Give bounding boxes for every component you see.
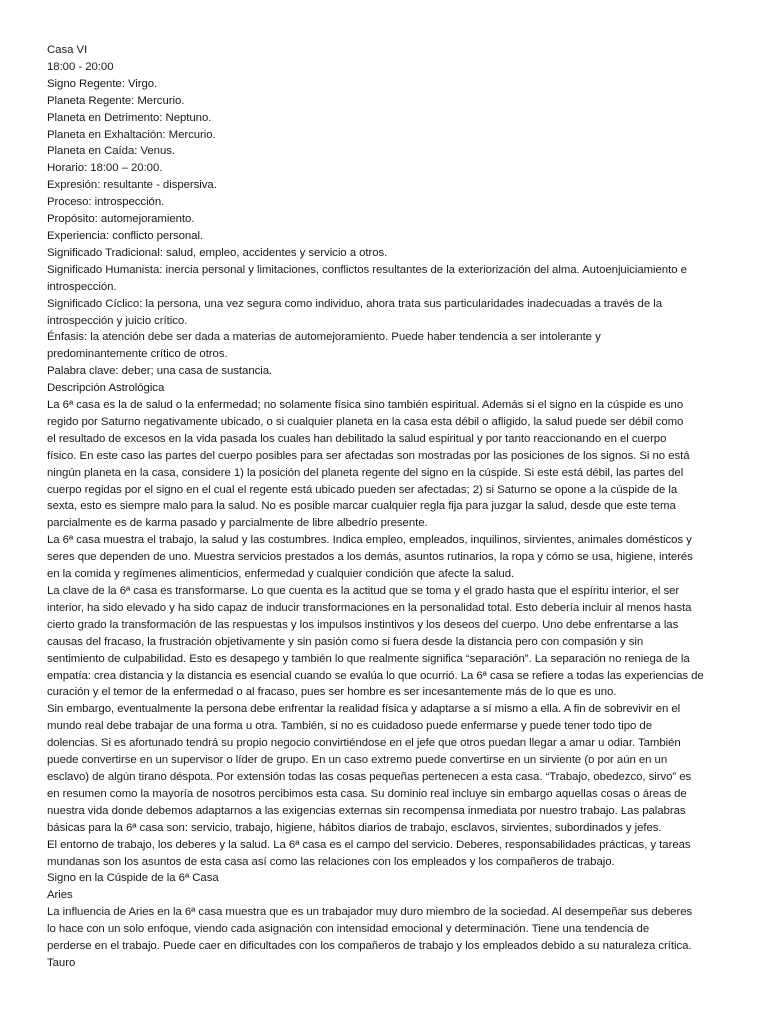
text-line: en la comida y regímenes alimenticios, enfermedad y cualquier condición que afecte la salud. (47, 568, 515, 581)
text-line: cuerpo regidas por el signo en el cual el regente está ubicado pueden ser afectadas; 2) si Saturno se opone a la cúspide de la (47, 483, 678, 496)
transformation-paragraph (47, 583, 728, 701)
text-line: Sin embargo, eventualmente la persona debe enfrentar la realidad física y adaptarse a sí mismo a ella. A fin de sobrevivir en el (47, 703, 681, 716)
text-line: introspección. (47, 280, 117, 293)
text-line: La 6ª casa es la de salud o la enfermedad; no solamente física sino también espiritual. Además si el signo en la cúspide es uno (47, 399, 684, 412)
text-line: nuestra vida donde debemos adaptarnos a las exigencias externas sin recompensa inmediata por nuestro trabajo. Las palabras (47, 804, 686, 817)
work-paragraph (47, 532, 728, 583)
text-line: Énfasis: la atención debe ser dada a materias de automejoramiento. Puede haber tendencia a ser intolerante y (47, 331, 601, 344)
text-line: empatía: crea distancia y la distancia es esencial cuando se evalúa lo que ocurrió. La 6ª casa se refiere a todas las experiencias de (47, 669, 704, 682)
humanist-meaning (47, 262, 728, 296)
emphasis (47, 329, 728, 363)
text-line: causas del fracaso, la frustración objetivamente y sin pasión como si fuera desde la distancia pero con compasión y sin (47, 635, 644, 648)
text-line: El entorno de trabajo, los deberes y la salud. La 6ª casa es el campo del servicio. Deberes, responsabilidades prácticas, y tareas (47, 838, 691, 851)
planet-exaltation: Planeta en Exhaltación: Mercurio. (47, 128, 216, 141)
section-heading-cusp-sign (47, 870, 728, 887)
text-line: básicas para la 6ª casa son: servicio, trabajo, higiene, hábitos diarios de trabajo, esclavos, sirvientes, subordinados y jefes. (47, 821, 662, 834)
text-line: La influencia de Aries en la 6ª casa muestra que es un trabajador muy duro miembro de la sociedad. Al desempeñar sus deberes (47, 906, 693, 919)
experience: Experiencia: conflicto personal. (47, 229, 204, 242)
text-line: ningún planeta en la casa, considere 1) la posición del planeta regente del signo en la cúspide. Si este está débil, las partes del (47, 466, 684, 479)
text-line: esclavo) de algún tirano déspota. Por extensión todas las cosas pequeñas pertenecen a esta casa. “Trabajo, obedezco, sirvo” es (47, 770, 692, 783)
text-line: perderse en el trabajo. Puede caer en dificultades con los compañeros de trabajo y los empleados debido a su naturaleza crítica. (47, 940, 692, 953)
work-environment-paragraph (47, 837, 728, 871)
text-line: lo hace con un solo enfoque, viendo cada asignación con intensidad emocional y determinación. Tiene una tendencia de (47, 923, 650, 936)
text-line: La clave de la 6ª casa es transformarse. Lo que cuenta es la actitud que se toma y el grado hasta que el espíritu interior, el ser (47, 585, 680, 597)
text-line: físico. En este caso las partes del cuerpo posibles para ser afectadas son mostradas por las posiciones de los signos. Si no está (47, 449, 690, 462)
text-line: sexta, esto es siempre malo para la salud. No es posible marcar cualquier regla fija para juzgar la salud, desde que este tema (47, 500, 676, 513)
health-paragraph (47, 397, 728, 532)
keyword (47, 363, 728, 380)
text-line: seres que dependen de uno. Muestra servicios prestados a los demás, asuntos rutinarios, la ropa y cómo se usa, higiene, interés (47, 551, 693, 564)
schedule: Horario: 18:00 – 20:00. (47, 162, 163, 175)
text-line: Palabra clave: deber; una casa de sustancia. (47, 365, 273, 378)
physical-reality-paragraph (47, 701, 728, 836)
house-title: Casa VI (47, 44, 88, 56)
cyclic-meaning (47, 296, 728, 330)
process: Proceso: introspección. (47, 196, 165, 209)
text-line: La 6ª casa muestra el trabajo, la salud y las costumbres. Indica empleo, empleados, inquilinos, sirvientes, animales domésticos y (47, 534, 692, 547)
ruling-sign: Signo Regente: Virgo. (47, 77, 158, 90)
planet-fall: Planeta en Caída: Venus. (47, 145, 175, 158)
text-line: mundo real debe trabajar de una forma u otra. También, si no es cuidadoso puede enfermarse y puede tener todo tipo de (47, 720, 653, 733)
text-line: curación y el temor de la enfermedad o al fracaso, pues ser hombre es ser incesantemente más de lo que es uno. (47, 686, 617, 699)
text-line: en resumen como la mayoría de nosotros percibimos esta casa. Su dominio real incluye sin embargo aquellas cosas o áreas de (47, 787, 687, 800)
text-line: mundanas son los asuntos de esta casa así como las relaciones con los empleados y los compañeros de trabajo. (47, 855, 615, 868)
section-heading-astrological-description (47, 380, 728, 397)
aries-paragraph (47, 904, 728, 955)
text-line: interior, ha sido elevado y ha sido capaz de inducir transformaciones en la personalidad total. Esto debería incluir al menos hasta (47, 601, 692, 614)
planet-detriment: Planeta en Detrimento: Neptuno. (47, 111, 212, 124)
subheading-taurus (47, 955, 728, 972)
expression: Expresión: resultante - dispersiva. (47, 179, 217, 192)
text-line: Descripción Astrológica (47, 382, 165, 395)
subheading-aries (47, 887, 728, 904)
text-line: Significado Cíclico: la persona, una vez segura como individuo, ahora trata sus particularidades inadecuadas a través de la (47, 297, 663, 310)
ruling-planet: Planeta Regente: Mercurio. (47, 94, 185, 107)
text-line: el resultado de excesos en la vida pasada los cuales han debilitado la salud espiritual y por tanto reaccionando en el cuerpo (47, 432, 667, 445)
text-line: dolencias. Si es afortunado tendrá su propio negocio convirtiéndose en el jefe que otros puedan llegar a amar u odiar. También (47, 737, 681, 750)
text-line: introspección y juicio crítico. (47, 314, 188, 327)
text-line: puede convertirse en un supervisor o líder de grupo. En un caso extremo puede convertirse en un sirviente (o por aún en un (47, 754, 668, 767)
text-line: Aries (47, 889, 73, 902)
text-line: predominantemente crítico de otros. (47, 348, 228, 361)
text-line: Significado Humanista: inercia personal y limitaciones, conflictos resultantes de la exteriorización del alma. Autoenjuiciamiento e (47, 263, 687, 276)
time-range: 18:00 - 20:00 (47, 60, 114, 73)
text-line: sentimiento de culpabilidad. Esto es desapego y también lo que realmente significa “separación”. La separación no reniega de la (47, 652, 690, 665)
text-line: Tauro (47, 956, 76, 969)
traditional-meaning: Significado Tradicional: salud, empleo, accidentes y servicio a otros. (47, 246, 388, 259)
text-line: parcialmente es de karma pasado y parcialmente de libre albedrío presente. (47, 517, 428, 530)
header-block (47, 42, 728, 262)
text-line: regido por Saturno negativamente ubicado, o si cualquier planeta en la casa esta débil o afligido, la salud puede ser débil como (47, 415, 684, 428)
text-line: Signo en la Cúspide de la 6ª Casa (47, 872, 219, 885)
text-line: cierto grado la transformación de las respuestas y los impulsos instintivos y los deseos del cuerpo. Uno debe enfrentarse a las (47, 618, 679, 631)
purpose: Propósito: automejoramiento. (47, 213, 195, 226)
